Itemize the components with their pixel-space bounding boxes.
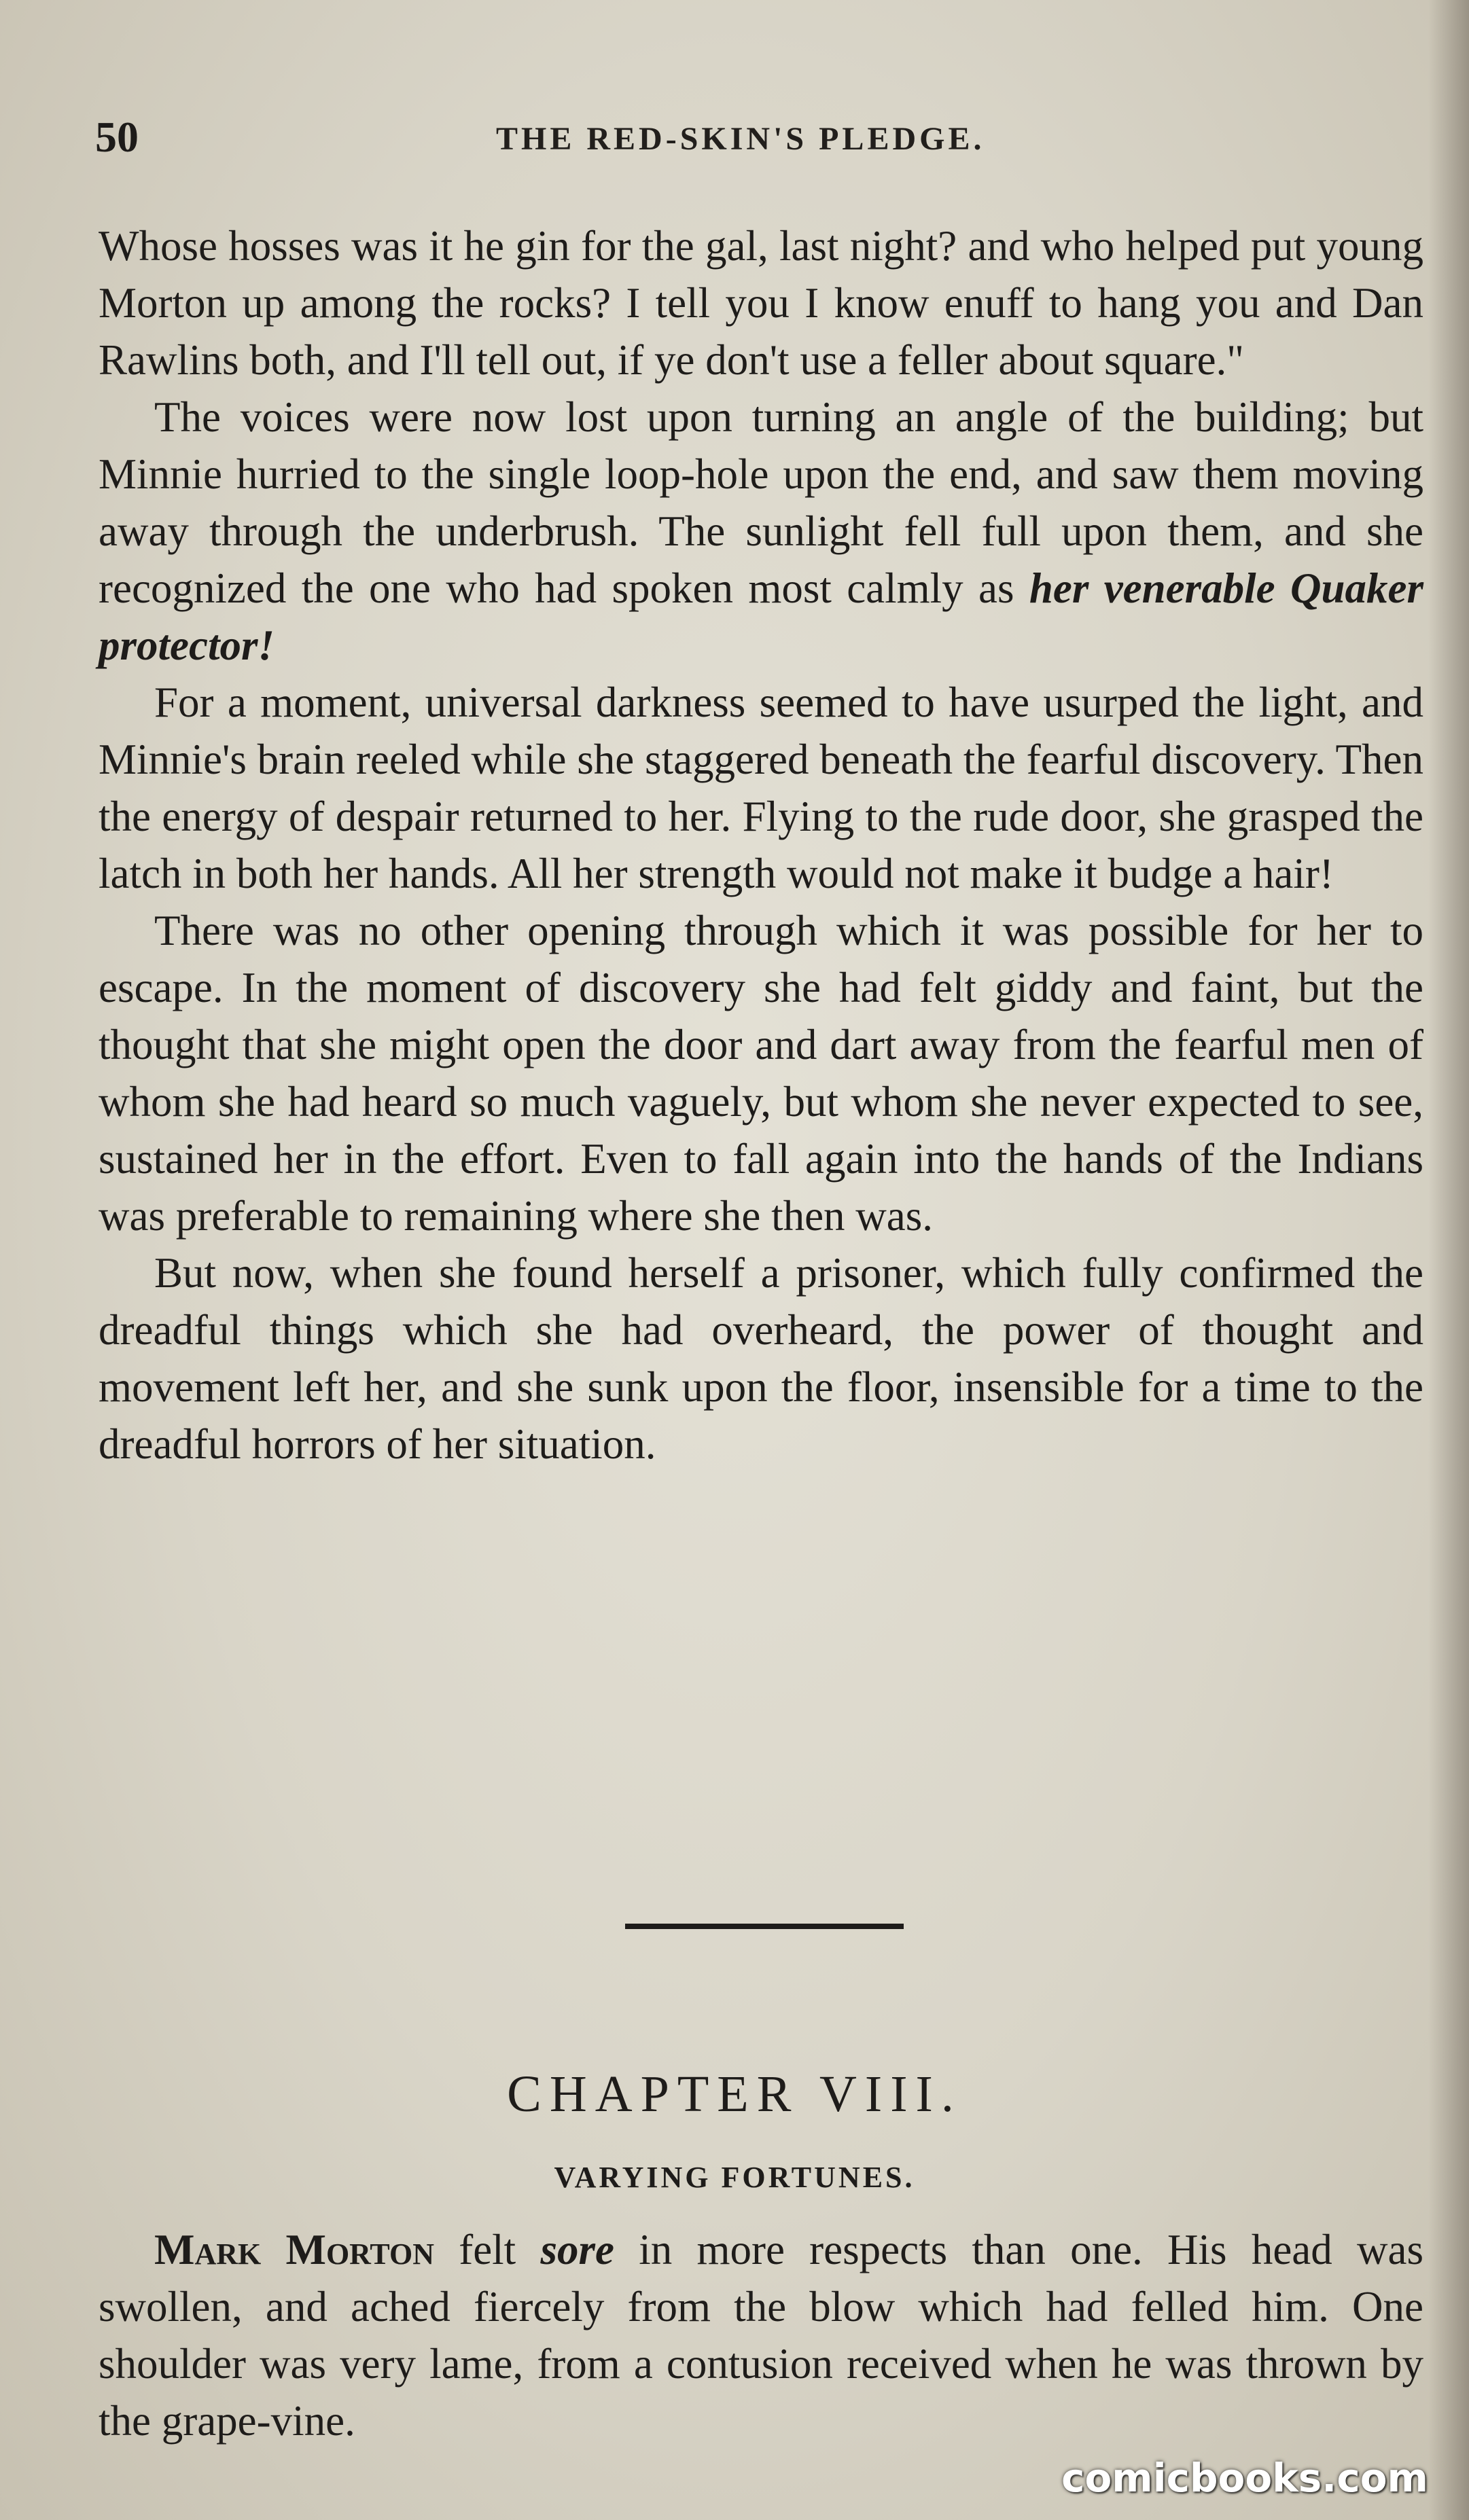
chapter-opening-text-a: felt — [433, 2226, 541, 2273]
paragraph-2 — [99, 389, 1423, 674]
running-head: THE RED-SKIN'S PLEDGE. — [496, 121, 985, 157]
page-header — [95, 112, 1420, 173]
paragraph-5: But now, when she found herself a prisoner, which fully confirmed the dreadful things which she had overheard, the power of thought and movement left her, and she sunk upon the floor, insensible for a time to the dreadful horrors of her situation. — [99, 1249, 1423, 1468]
chapter-title: CHAPTER VIII. — [507, 2066, 962, 2123]
paragraph-3: For a moment, universal darkness seemed to have usurped the light, and Minnie's brain reeled while she staggered beneath the fearful discovery. Then the energy of despair returned to her. Flying to the rude door, she grasped the latch in both her hands. All her strength would not make it budge a hair! — [99, 679, 1423, 897]
paragraph-2-text: The voices were now lost upon turning an angle of the building; but Minnie hurried to the single loop-hole upon the end, and saw them moving away through the underbrush. The sunlight fell full upon them, and she recognized the one who had spoken most calmly as — [99, 393, 1423, 612]
chapter-opening-text-b: in more respects than one. His head was swollen, and ached fiercely from the blow which had felled him. One shoulder was very lame, from a contusion received when he was thrown by the grape-vine. — [99, 2226, 1423, 2445]
chapter-subtitle: VARYING FORTUNES. — [554, 2161, 915, 2194]
paragraph-1: Whose hosses was it he gin for the gal, last night? and who helped put young Morton up among the rocks? I tell you I know enuff to hang you and Dan Rawlins both, and I'll tell out, if ye don't use a feller about square." — [99, 222, 1423, 384]
site-watermark: comicbooks.com — [1061, 2455, 1428, 2501]
chapter-opening-name: Mark Morton — [154, 2226, 434, 2273]
chapter-seven-text — [99, 217, 1423, 1473]
page-edge-shadow — [1428, 0, 1469, 2520]
paragraph-2-emphasis: her venerable Quaker protector! — [99, 564, 1423, 669]
chapter-opening-paragraph — [99, 2221, 1423, 2449]
paragraph-4: There was no other opening through which it was possible for her to escape. In the moment of discovery she had felt giddy and faint, but the thought that she might open the door and dart away from the fearful men of whom she had heard so much vaguely, but whom she never expected to see, sustained her in the effort. Even to fall again into the hands of the Indians was preferable to remaining where she then was. — [99, 907, 1423, 1240]
section-divider-rule — [625, 1924, 904, 1929]
page-number: 50 — [95, 113, 139, 161]
chapter-opening-emphasis: sore — [540, 2226, 614, 2273]
chapter-eight-text — [99, 2221, 1423, 2449]
